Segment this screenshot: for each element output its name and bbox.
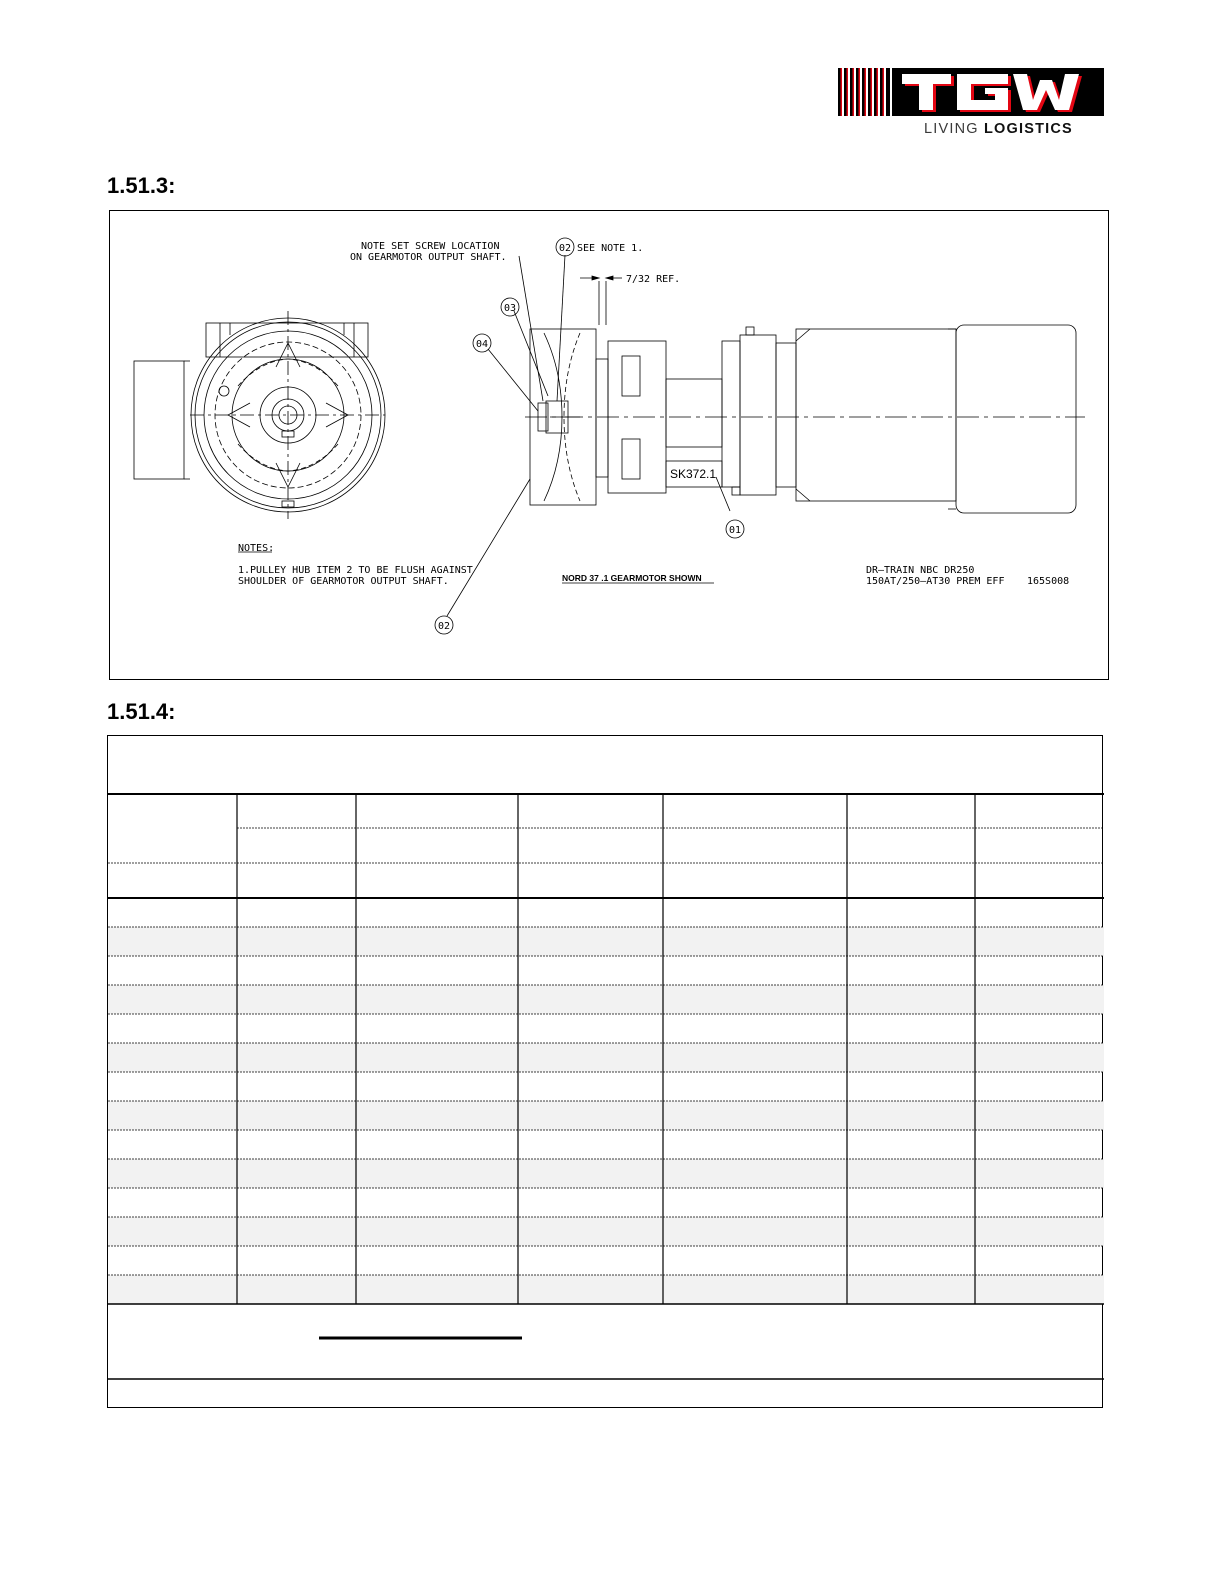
table-row-shade xyxy=(108,1159,1104,1188)
technical-drawing xyxy=(109,210,1109,680)
balloon-03: 03 xyxy=(503,303,517,314)
drawing-canvas xyxy=(110,211,1110,681)
title-block-line2: 150AT/250–AT30 PREM EFF xyxy=(866,576,1005,587)
drawing-caption: NORD 37 .1 GEARMOTOR SHOWN xyxy=(562,573,702,583)
ref-dimension-label: 7/32 REF. xyxy=(626,274,681,285)
balloon-01: 01 xyxy=(728,525,742,536)
table-row-shade xyxy=(108,927,1104,956)
section-heading-2: 1.51.4: xyxy=(107,699,176,724)
note-line1: 1.PULLEY HUB ITEM 2 TO BE FLUSH AGAINST xyxy=(238,565,473,576)
table-row-shading xyxy=(108,927,1104,1304)
table-row-shade xyxy=(108,1275,1104,1304)
notes-title: NOTES: xyxy=(238,543,275,554)
motor-label: SK372.1 xyxy=(670,467,717,481)
pulley-end-view xyxy=(134,311,385,519)
table-row-shade xyxy=(108,985,1104,1014)
logo-tagline-regular: LIVING xyxy=(924,121,979,137)
logo-tagline xyxy=(924,121,1073,137)
gearmotor-side-view xyxy=(525,325,1085,513)
table-grid xyxy=(108,736,1104,1409)
tgw-logo xyxy=(836,66,1108,142)
callout-note-line1: NOTE SET SCREW LOCATION xyxy=(361,241,500,252)
balloon-02-bottom: 02 xyxy=(437,621,451,632)
data-table xyxy=(107,735,1103,1408)
section-heading-1: 1.51.3: xyxy=(107,173,176,198)
balloon-04: 04 xyxy=(475,339,489,350)
note-line2: SHOULDER OF GEARMOTOR OUTPUT SHAFT. xyxy=(238,576,449,587)
logo-tagline-bold: LOGISTICS xyxy=(983,121,1073,137)
table-row-shade xyxy=(108,1101,1104,1130)
title-block-line1: DR–TRAIN NBC DR250 xyxy=(866,565,975,576)
table-row-shade xyxy=(108,1043,1104,1072)
callout-note-line2: ON GEARMOTOR OUTPUT SHAFT. xyxy=(350,252,507,263)
balloon-02-top: 02 xyxy=(558,243,572,254)
see-note-label: SEE NOTE 1. xyxy=(577,243,644,254)
drawing-number: 165S008 xyxy=(1027,576,1070,587)
table-row-shade xyxy=(108,1217,1104,1246)
